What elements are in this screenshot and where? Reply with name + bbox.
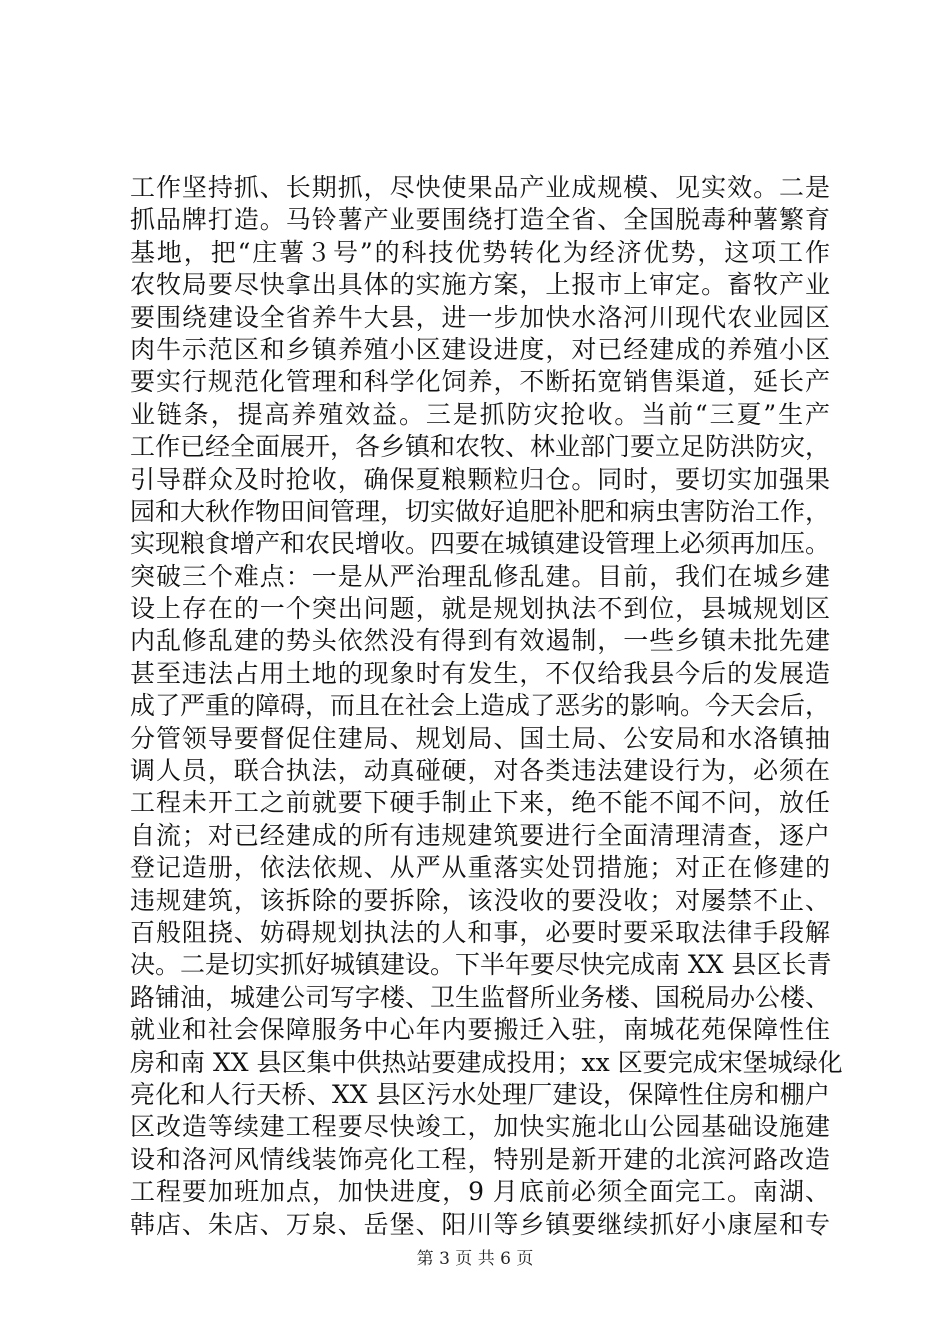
text-line: 实现粮食增产和农民增收。四要在城镇建设管理上必须再加压。 [130, 529, 831, 559]
text-line: 房和南 XX 县区集中供热站要建成投用；xx 区要完成宋堡城绿化 [130, 1047, 843, 1077]
text-line: 肉牛示范区和乡镇养殖小区建设进度，对已经建成的养殖小区 [130, 334, 830, 364]
text-line: 工程未开工之前就要下硬手制止下来，绝不能不闻不问，放任 [130, 788, 830, 818]
text-line: 要围绕建设全省养牛大县，进一步加快水洛河川现代农业园区 [130, 302, 830, 332]
text-line: 就业和社会保障服务中心年内要搬迁入驻，南城花苑保障性住 [130, 1015, 830, 1045]
text-line: 工作已经全面展开，各乡镇和农牧、林业部门要立足防洪防灾， [130, 432, 831, 462]
text-line: 甚至违法占用土地的现象时有发生，不仅给我县今后的发展造 [130, 658, 830, 688]
text-line: 内乱修乱建的势头依然没有得到有效遏制，一些乡镇未批先建 [130, 626, 830, 656]
body-text [130, 172, 843, 1241]
text-line: 自流；对已经建成的所有违规建筑要进行全面清理清查，逐户 [130, 820, 830, 850]
page-footer: 第 3 页 共 6 页 [416, 1249, 534, 1269]
text-line: 登记造册，依法依规、从严从重落实处罚措施；对正在修建的 [130, 853, 830, 883]
text-line: 成了严重的障碍，而且在社会上造成了恶劣的影响。今天会后， [130, 691, 831, 721]
text-line: 调人员，联合执法，动真碰硬，对各类违法建设行为，必须在 [130, 756, 830, 786]
text-line: 百般阻挠、妨碍规划执法的人和事，必要时要采取法律手段解 [130, 917, 830, 947]
text-line: 工程要加班加点，加快进度，9 月底前必须全面完工。南湖、 [130, 1177, 830, 1207]
text-line: 亮化和人行天桥、XX 县区污水处理厂建设，保障性住房和棚户 [130, 1079, 830, 1109]
text-line: 韩店、朱店、万泉、岳堡、阳川等乡镇要继续抓好小康屋和专 [130, 1209, 830, 1239]
text-line: 业链条，提高养殖效益。三是抓防灾抢收。当前“三夏”生产 [130, 399, 830, 429]
text-line: 路铺油，城建公司写字楼、卫生监督所业务楼、国税局办公楼、 [130, 982, 831, 1012]
text-line: 设和洛河风情线装饰亮化工程，特别是新开建的北滨河路改造 [130, 1144, 830, 1174]
text-line: 违规建筑，该拆除的要拆除，该没收的要没收；对屡禁不止、 [130, 885, 830, 915]
text-line: 设上存在的一个突出问题，就是规划执法不到位，县城规划区 [130, 594, 830, 624]
text-line: 工作坚持抓、长期抓，尽快使果品产业成规模、见实效。二是 [130, 173, 830, 202]
text-line: 引导群众及时抢收，确保夏粮颗粒归仓。同时，要切实加强果 [130, 464, 830, 494]
text-line: 区改造等续建工程要尽快竣工，加快实施北山公园基础设施建 [130, 1112, 830, 1142]
text-line: 突破三个难点：一是从严治理乱修乱建。目前，我们在城乡建 [130, 561, 830, 591]
text-line: 园和大秋作物田间管理，切实做好追肥补肥和病虫害防治工作， [130, 496, 831, 526]
text-line: 基地，把“庄薯３号”的科技优势转化为经济优势，这项工作 [130, 237, 830, 267]
text-line: 农牧局要尽快拿出具体的实施方案，上报市上审定。畜牧产业 [130, 270, 830, 300]
text-line: 决。二是切实抓好城镇建设。下半年要尽快完成南 XX 县区长青 [130, 950, 832, 980]
text-line: 抓品牌打造。马铃薯产业要围绕打造全省、全国脱毒种薯繁育 [130, 205, 830, 235]
text-line: 要实行规范化管理和科学化饲养，不断拓宽销售渠道，延长产 [130, 367, 830, 397]
text-line: 分管领导要督促住建局、规划局、国土局、公安局和水洛镇抽 [130, 723, 830, 753]
